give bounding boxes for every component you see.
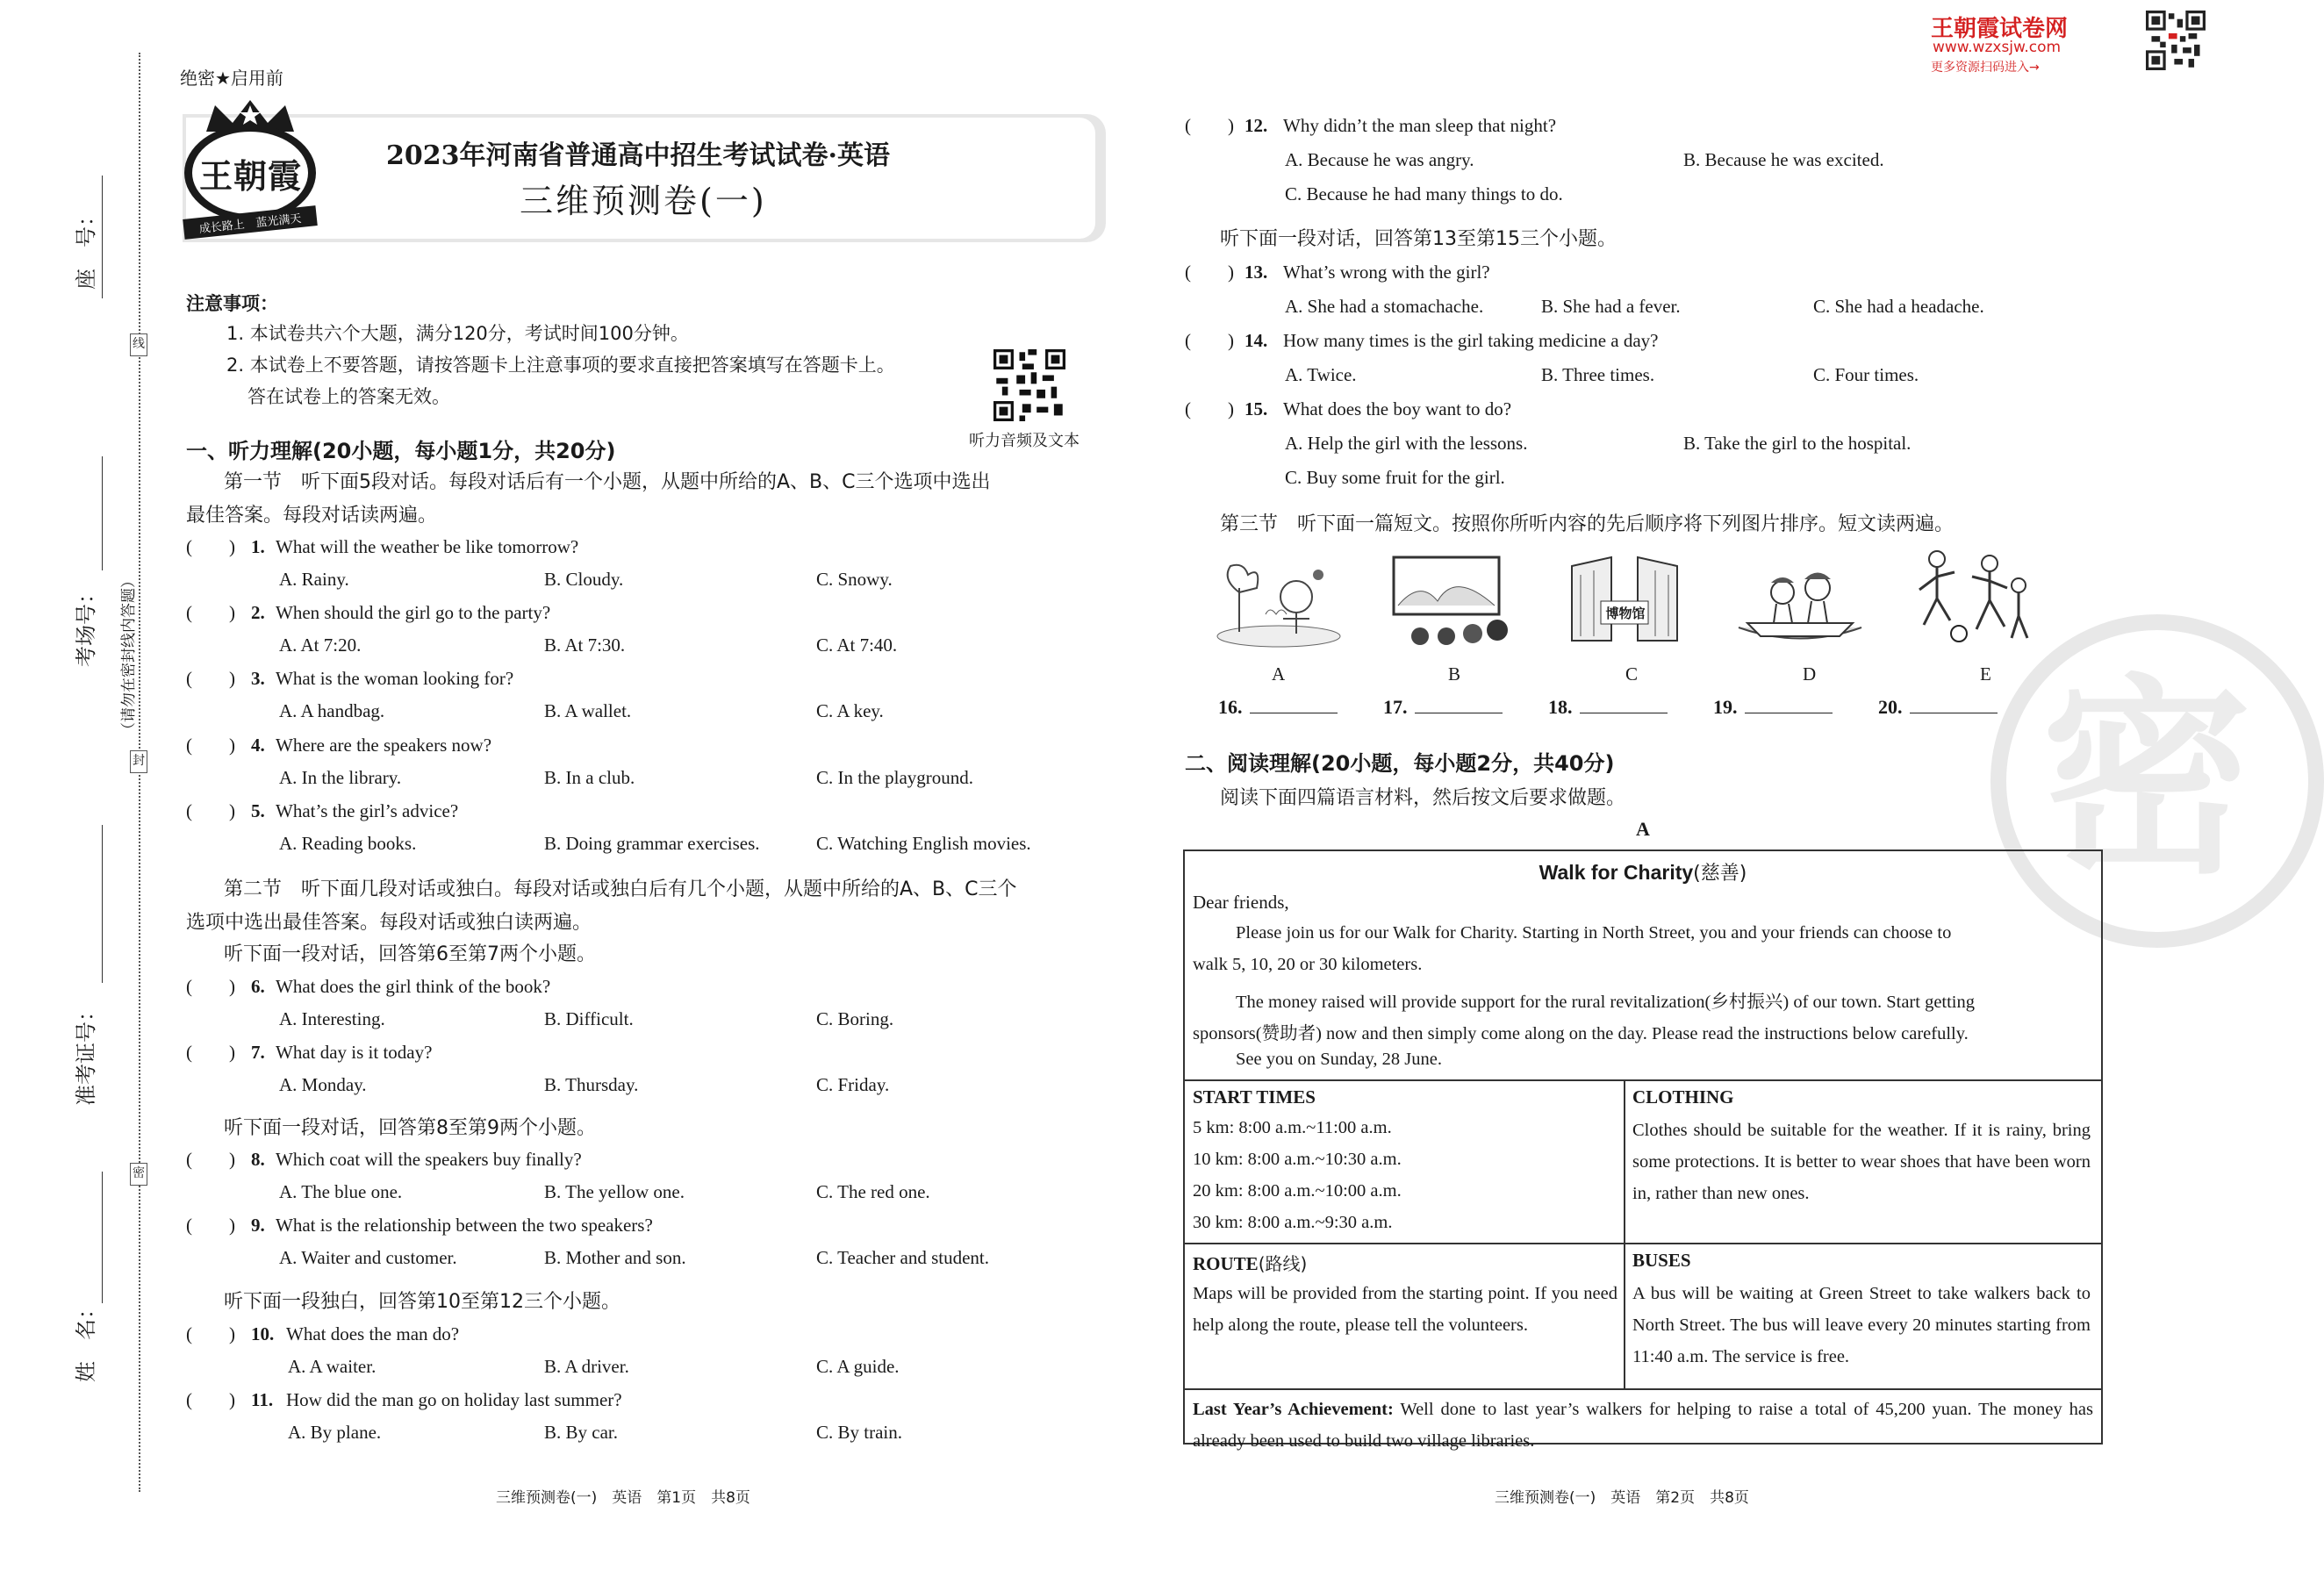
option-a[interactable]: A. She had a stomachache. bbox=[1285, 296, 1484, 317]
question-text: Where are the speakers now? bbox=[276, 735, 492, 756]
option-b[interactable]: B. A wallet. bbox=[544, 700, 632, 721]
blank-number: 20. bbox=[1878, 696, 1903, 718]
section1-intro-1: 第一节 听下面5段对话。每段对话后有一个小题，从题中所给的A、B、C三个选项中选出 bbox=[224, 471, 991, 493]
listening-qr-icon bbox=[993, 349, 1065, 421]
option-a[interactable]: A. Because he was angry. bbox=[1285, 149, 1474, 170]
route-heading bbox=[1193, 1250, 1307, 1275]
answer-bracket[interactable]: ( ) bbox=[186, 1323, 235, 1344]
option-c[interactable]: C. Teacher and student. bbox=[816, 1247, 989, 1268]
passage-label: A bbox=[1636, 818, 1650, 840]
start-time-20km: 20 km: 8:00 a.m.~10:00 a.m. bbox=[1193, 1181, 1402, 1201]
mark-mi: 密 bbox=[130, 1163, 147, 1186]
notice-title-en: Walk for Charity bbox=[1539, 861, 1694, 884]
option-a[interactable]: A. By plane. bbox=[288, 1422, 382, 1443]
answer-bracket[interactable]: ( ) bbox=[186, 602, 235, 623]
table-vline bbox=[1624, 1079, 1625, 1388]
notice-para2-line1: The money raised will provide support for the rural revitalization(乡村振兴) of our town. Start getting bbox=[1236, 993, 1976, 1012]
museum-sign: 博物馆 bbox=[1605, 606, 1646, 621]
picture-label-a: A bbox=[1272, 663, 1286, 685]
option-a[interactable]: A. Twice. bbox=[1285, 364, 1357, 385]
option-b[interactable]: B. In a club. bbox=[544, 767, 635, 788]
section1-intro-2: 最佳答案。每段对话读两遍。 bbox=[186, 505, 438, 527]
question-number: 2. bbox=[251, 602, 265, 623]
achievement-heading: Last Year’s Achievement: bbox=[1193, 1400, 1394, 1419]
option-a[interactable]: A. At 7:20. bbox=[279, 634, 362, 656]
question-number: 5. bbox=[251, 800, 265, 821]
question-9 bbox=[186, 1212, 1108, 1273]
picture-label-c: C bbox=[1625, 663, 1639, 685]
question-number: 15. bbox=[1244, 398, 1268, 419]
answer-bracket[interactable]: ( ) bbox=[186, 668, 235, 689]
option-a[interactable]: A. The blue one. bbox=[279, 1181, 403, 1202]
option-a[interactable]: A. Help the girl with the lessons. bbox=[1285, 433, 1528, 454]
question-14 bbox=[1185, 327, 2106, 389]
option-c[interactable]: C. Buy some fruit for the girl. bbox=[1285, 467, 1505, 488]
question-number: 11. bbox=[251, 1389, 274, 1410]
answer-bracket[interactable]: ( ) bbox=[186, 536, 235, 557]
option-c[interactable]: C. She had a headache. bbox=[1813, 296, 1984, 317]
charity-notice bbox=[1183, 850, 2103, 1451]
question-11 bbox=[186, 1387, 1108, 1448]
option-c[interactable]: C. A key. bbox=[816, 700, 884, 721]
answer-bracket[interactable]: ( ) bbox=[186, 1215, 235, 1236]
logo-text: 王朝霞 bbox=[199, 156, 303, 196]
seat-underline bbox=[102, 176, 103, 298]
footer-right: 三维预测卷(一) 英语 第2页 共8页 bbox=[1495, 1489, 1749, 1507]
title-banner bbox=[183, 114, 1106, 242]
notice-item-3: 答在试卷上的答案无效。 bbox=[247, 386, 450, 407]
answer-bracket[interactable]: ( ) bbox=[186, 1042, 235, 1063]
option-c[interactable]: C. Watching English movies. bbox=[816, 833, 1031, 854]
watermark-qr-icon bbox=[2146, 11, 2206, 70]
start-time-10km: 10 km: 8:00 a.m.~10:30 a.m. bbox=[1193, 1150, 1402, 1169]
achievement-text: Well done to last year’s walkers for helping to raise a total of 45,200 yuan. The money has already been used to build two village libraries. bbox=[1193, 1400, 2093, 1451]
picture-label-b: B bbox=[1448, 663, 1461, 685]
question-text: What does the girl think of the book? bbox=[276, 976, 551, 997]
section2-intro-2: 选项中选出最佳答案。每段对话或独白读两遍。 bbox=[186, 912, 592, 934]
dialog-8-9-intro: 听下面一段对话，回答第8至第9两个小题。 bbox=[224, 1117, 596, 1139]
option-a[interactable]: A. In the library. bbox=[279, 767, 402, 788]
question-15 bbox=[1185, 396, 2106, 492]
option-b[interactable]: B. She had a fever. bbox=[1541, 296, 1681, 317]
watermark-url: www.wzxsjw.com bbox=[1933, 39, 2062, 56]
blank-19[interactable] bbox=[1713, 695, 1833, 719]
question-text: When should the girl go to the party? bbox=[276, 602, 551, 623]
watermark-brand: 王朝霞试卷网 bbox=[1931, 16, 2069, 42]
option-b[interactable]: B. Cloudy. bbox=[544, 569, 624, 590]
notice-para2-line2: sponsors(赞助者) now and then simply come along on the day. Please read the instructions below carefully. bbox=[1193, 1024, 1969, 1043]
option-a[interactable]: A. Reading books. bbox=[279, 833, 417, 854]
question-5 bbox=[186, 798, 1108, 859]
question-number: 6. bbox=[251, 976, 265, 997]
option-a[interactable]: A. Interesting. bbox=[279, 1008, 385, 1029]
logo bbox=[180, 98, 320, 239]
notice-para1-line1: Please join us for our Walk for Charity. Starting in North Street, you and your friends can choose to bbox=[1236, 923, 1952, 943]
question-text: What day is it today? bbox=[276, 1042, 433, 1063]
part1-heading: 一、听力理解(20小题，每小题1分，共20分) bbox=[186, 439, 616, 463]
question-number: 10. bbox=[251, 1323, 275, 1344]
exam-title: 2023年河南省普通高中招生考试试卷·英语 bbox=[386, 140, 890, 171]
watermark-tagline: 更多资源扫码进入→ bbox=[1931, 61, 2040, 75]
picture-b-cinema bbox=[1385, 553, 1517, 649]
picture-a-garden bbox=[1213, 553, 1345, 649]
notice-para3: See you on Sunday, 28 June. bbox=[1236, 1050, 1442, 1069]
question-7 bbox=[186, 1039, 1108, 1100]
blank-line[interactable] bbox=[1250, 695, 1338, 713]
question-number: 9. bbox=[251, 1215, 265, 1236]
notice-heading: 注意事项： bbox=[186, 293, 278, 314]
option-b[interactable]: B. Three times. bbox=[1541, 364, 1655, 385]
picture-label-e: E bbox=[1980, 663, 1991, 685]
blank-number: 16. bbox=[1218, 696, 1243, 718]
question-text: What is the relationship between the two speakers? bbox=[276, 1215, 653, 1236]
question-text: Which coat will the speakers buy finally? bbox=[276, 1149, 582, 1170]
blank-17[interactable] bbox=[1383, 695, 1503, 719]
route-heading-en: ROUTE bbox=[1193, 1253, 1259, 1274]
buses-heading: BUSES bbox=[1632, 1250, 1691, 1271]
option-a[interactable]: A. Monday. bbox=[279, 1074, 367, 1095]
option-c[interactable]: C. At 7:40. bbox=[816, 634, 898, 656]
blank-line[interactable] bbox=[1745, 695, 1833, 713]
footer-left: 三维预测卷(一) 英语 第1页 共8页 bbox=[496, 1489, 750, 1507]
name-label: 姓 名： bbox=[74, 1298, 98, 1382]
question-3 bbox=[186, 665, 1108, 727]
route-text: Maps will be provided from the starting point. If you need help along the route, please tell the volunteers. bbox=[1193, 1284, 1617, 1335]
question-8 bbox=[186, 1146, 1108, 1208]
answer-bracket[interactable]: ( ) bbox=[1185, 398, 1234, 419]
question-text: What’s wrong with the girl? bbox=[1283, 262, 1490, 283]
question-1 bbox=[186, 534, 1108, 595]
notice-item-1: 1. 本试卷共六个大题，满分120分，考试时间100分钟。 bbox=[226, 323, 689, 344]
paper-title: 三维预测卷(一) bbox=[520, 182, 767, 220]
mark-xian: 线 bbox=[130, 333, 147, 356]
ticket-label: 准考证号： bbox=[74, 1000, 98, 1106]
section3-intro: 第三节 听下面一篇短文。按照你所听内容的先后顺序将下列图片排序。短文读两遍。 bbox=[1220, 513, 1955, 535]
picture-c-museum bbox=[1559, 553, 1690, 649]
answer-bracket[interactable]: ( ) bbox=[1185, 262, 1234, 283]
option-c[interactable]: C. Friday. bbox=[816, 1074, 890, 1095]
blank-20[interactable] bbox=[1878, 695, 1998, 719]
buses-text: A bus will be waiting at Green Street to take walkers back to North Street. The bus will leave every 20 minutes starting from 11:40 a.m. The service is free. bbox=[1632, 1284, 2091, 1366]
question-text: How many times is the girl taking medicine a day? bbox=[1283, 330, 1659, 351]
part2-intro: 阅读下面四篇语言材料，然后按文后要求做题。 bbox=[1220, 787, 1626, 809]
blank-number: 17. bbox=[1383, 696, 1408, 718]
question-12 bbox=[1185, 112, 2106, 209]
answer-bracket[interactable]: ( ) bbox=[1185, 330, 1234, 351]
dialog-6-7-intro: 听下面一段对话，回答第6至第7两个小题。 bbox=[224, 943, 596, 965]
option-b[interactable]: B. Take the girl to the hospital. bbox=[1683, 433, 1912, 454]
option-b[interactable]: B. Difficult. bbox=[544, 1008, 634, 1029]
question-number: 7. bbox=[251, 1042, 265, 1063]
question-number: 3. bbox=[251, 668, 265, 689]
option-c[interactable]: C. Boring. bbox=[816, 1008, 894, 1029]
option-c[interactable]: C. Because he had many things to do. bbox=[1285, 183, 1563, 204]
picture-d-boat bbox=[1734, 553, 1866, 649]
seat-label: 座 号： bbox=[74, 205, 98, 290]
notice-title bbox=[1185, 858, 2101, 885]
notice-greeting: Dear friends, bbox=[1193, 892, 1289, 913]
option-a[interactable]: A. A waiter. bbox=[288, 1356, 377, 1377]
option-c[interactable]: C. By train. bbox=[816, 1422, 902, 1443]
confidential: 绝密★启用前 bbox=[180, 68, 283, 89]
table-hline-2 bbox=[1185, 1243, 2101, 1244]
qr-caption: 听力音频及文本 bbox=[969, 432, 1080, 450]
ticket-underline bbox=[102, 825, 103, 983]
option-b[interactable]: B. By car. bbox=[544, 1422, 618, 1443]
picture-label-d: D bbox=[1803, 663, 1817, 685]
dialog-13-15-intro: 听下面一段对话，回答第13至第15三个小题。 bbox=[1220, 228, 1617, 250]
option-a[interactable]: A. Rainy. bbox=[279, 569, 349, 590]
blank-line[interactable] bbox=[1415, 695, 1503, 713]
option-b[interactable]: B. The yellow one. bbox=[544, 1181, 685, 1202]
name-underline bbox=[102, 1172, 103, 1303]
question-text: What will the weather be like tomorrow? bbox=[276, 536, 579, 557]
start-time-30km: 30 km: 8:00 a.m.~9:30 a.m. bbox=[1193, 1213, 1393, 1232]
question-number: 8. bbox=[251, 1149, 265, 1170]
binding-margin bbox=[0, 0, 149, 1570]
question-number: 1. bbox=[251, 536, 265, 557]
route-heading-cn: (路线) bbox=[1258, 1253, 1308, 1274]
answer-bracket[interactable]: ( ) bbox=[186, 976, 235, 997]
monologue-10-12-intro: 听下面一段独白，回答第10至第12三个小题。 bbox=[224, 1291, 620, 1313]
blank-number: 18. bbox=[1548, 696, 1573, 718]
answer-bracket[interactable]: ( ) bbox=[1185, 115, 1234, 136]
question-number: 12. bbox=[1244, 115, 1268, 136]
section2-intro-1: 第二节 听下面几段对话或独白。每段对话或独白后有几个小题，从题中所给的A、B、C三个 bbox=[224, 878, 1017, 900]
table-hline-1 bbox=[1185, 1079, 2101, 1081]
watermark bbox=[1922, 9, 2212, 75]
question-13 bbox=[1185, 259, 2106, 320]
room-label: 考场号： bbox=[74, 583, 98, 667]
question-text: Why didn’t the man sleep that night? bbox=[1283, 115, 1557, 136]
question-text: What does the boy want to do? bbox=[1283, 398, 1512, 419]
option-c[interactable]: C. Snowy. bbox=[816, 569, 893, 590]
question-text: What’s the girl’s advice? bbox=[276, 800, 459, 821]
logo-slogan: 成长路上 蓝光满天 bbox=[183, 205, 318, 240]
clothing-text: Clothes should be suitable for the weather. If it is rainy, bring some protections. It is better to wear shoes that have been worn in, rather than new ones. bbox=[1632, 1121, 2091, 1203]
option-b[interactable]: B. Mother and son. bbox=[544, 1247, 686, 1268]
notice-para1-line2: walk 5, 10, 20 or 30 kilometers. bbox=[1193, 955, 1423, 974]
blank-16[interactable] bbox=[1218, 695, 1338, 719]
question-2 bbox=[186, 599, 1108, 661]
option-b[interactable]: B. Doing grammar exercises. bbox=[544, 833, 760, 854]
option-a[interactable]: A. Waiter and customer. bbox=[279, 1247, 457, 1268]
question-text: What is the woman looking for? bbox=[276, 668, 514, 689]
clothing-heading: CLOTHING bbox=[1632, 1086, 1734, 1108]
question-text: What does the man do? bbox=[286, 1323, 460, 1344]
option-a[interactable]: A. A handbag. bbox=[279, 700, 385, 721]
room-underline bbox=[102, 456, 103, 570]
start-time-5km: 5 km: 8:00 a.m.~11:00 a.m. bbox=[1193, 1118, 1392, 1137]
picture-e-soccer bbox=[1906, 546, 2038, 642]
option-b[interactable]: B. Thursday. bbox=[544, 1074, 639, 1095]
option-b[interactable]: B. At 7:30. bbox=[544, 634, 626, 656]
option-b[interactable]: B. Because he was excited. bbox=[1683, 149, 1884, 170]
blank-18[interactable] bbox=[1548, 695, 1668, 719]
question-text: How did the man go on holiday last summer? bbox=[286, 1389, 622, 1410]
seal-char: 密 bbox=[2041, 656, 2253, 902]
answer-bracket[interactable]: ( ) bbox=[186, 1149, 235, 1170]
seal-note: （请勿在密封线内答题） bbox=[120, 573, 138, 737]
question-number: 14. bbox=[1244, 330, 1268, 351]
answer-bracket[interactable]: ( ) bbox=[186, 800, 235, 821]
table-hline-3 bbox=[1185, 1388, 2101, 1390]
blank-number: 19. bbox=[1713, 696, 1738, 718]
answer-bracket[interactable]: ( ) bbox=[186, 735, 235, 756]
question-10 bbox=[186, 1321, 1108, 1382]
notice-title-cn: (慈善) bbox=[1693, 863, 1747, 885]
blank-line[interactable] bbox=[1580, 695, 1668, 713]
option-c[interactable]: C. A guide. bbox=[816, 1356, 900, 1377]
answer-bracket[interactable]: ( ) bbox=[186, 1389, 235, 1410]
question-6 bbox=[186, 973, 1108, 1035]
option-c[interactable]: C. The red one. bbox=[816, 1181, 930, 1202]
achievement bbox=[1193, 1394, 2093, 1457]
start-times-heading: START TIMES bbox=[1193, 1086, 1316, 1108]
question-number: 4. bbox=[251, 735, 265, 756]
option-b[interactable]: B. A driver. bbox=[544, 1356, 629, 1377]
mark-feng: 封 bbox=[130, 750, 147, 773]
blank-line[interactable] bbox=[1910, 695, 1998, 713]
part2-heading: 二、阅读理解(20小题，每小题2分，共40分) bbox=[1185, 751, 1615, 776]
notice-item-2: 2. 本试卷上不要答题，请按答题卡上注意事项的要求直接把答案填写在答题卡上。 bbox=[226, 355, 895, 376]
option-c[interactable]: C. Four times. bbox=[1813, 364, 1919, 385]
option-c[interactable]: C. In the playground. bbox=[816, 767, 974, 788]
question-number: 13. bbox=[1244, 262, 1268, 283]
question-4 bbox=[186, 732, 1108, 793]
